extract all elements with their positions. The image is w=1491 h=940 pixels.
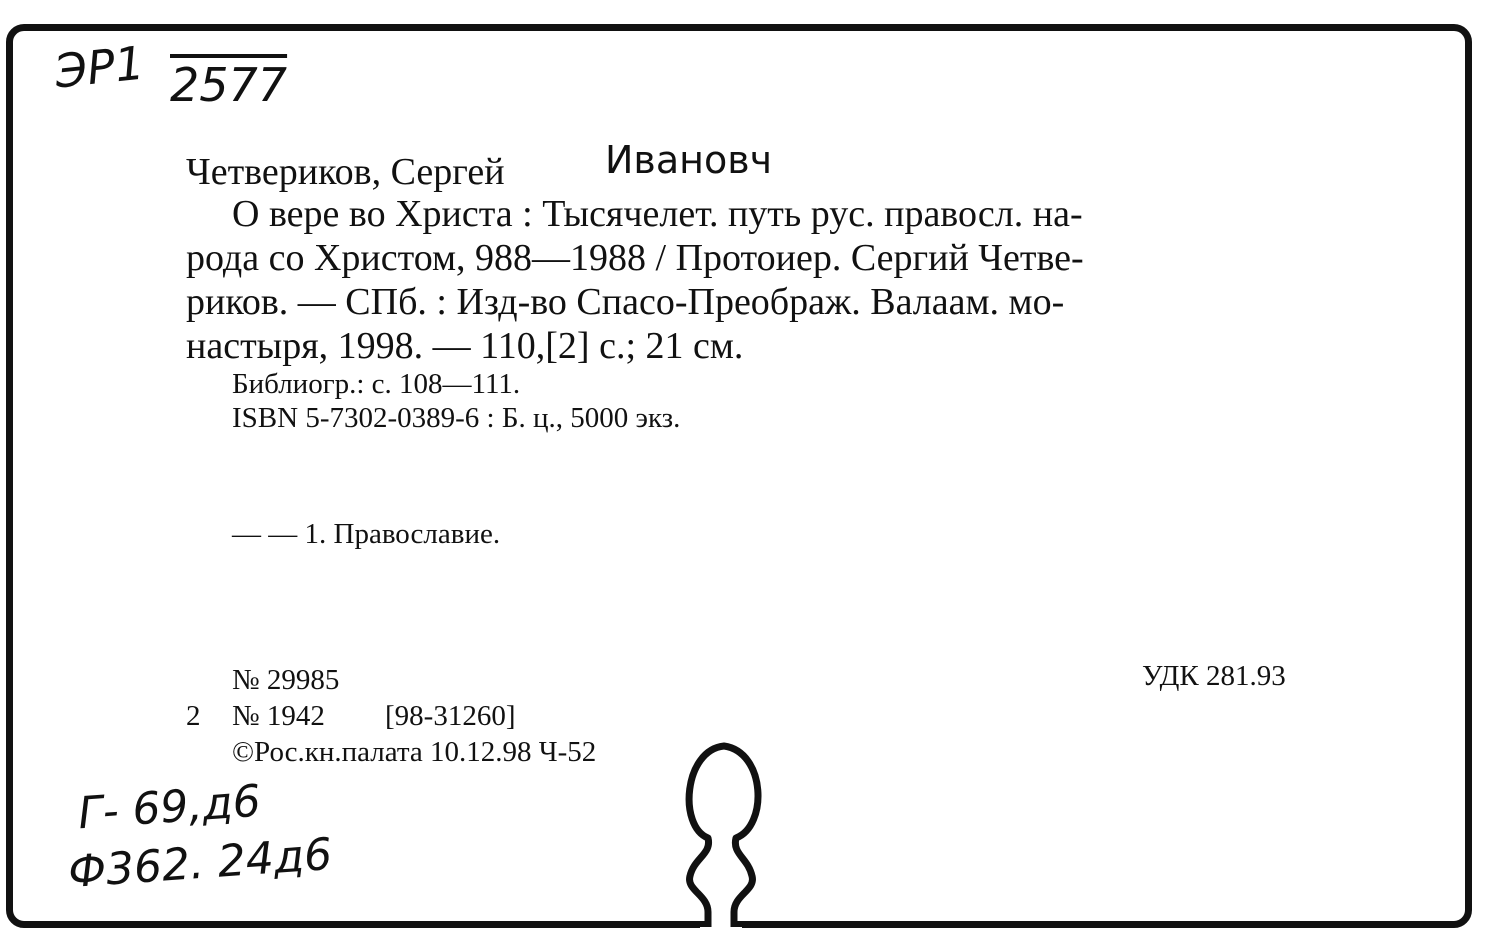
handwritten-location-2: Ф362. 24д6 [66,828,334,899]
handwritten-patronymic: Ивановч [605,138,773,182]
isbn-line: ISBN 5-7302-0389-6 : Б. ц., 5000 экз. [232,402,681,434]
book-chamber-stamp: ©Рос.кн.палата 10.12.98 Ч-52 [232,736,597,768]
record-prefix: 2 [186,700,201,732]
author-name: Четвериков, Сергей [186,151,505,193]
handwritten-location-1: Г- 69,д6 [76,775,263,840]
title-line-2: рода со Христом, 988—1988 / Протоиер. Сергий Четве- [186,237,1084,279]
record-number-2: № 1942 [232,700,325,732]
title-line-3: риков. — СПб. : Изд-во Спасо-Преображ. Валаам. мо- [186,281,1065,323]
title-line-4: настыря, 1998. — 110,[2] с.; 21 см. [186,325,744,367]
handwritten-shelfmark: ЭР1 [52,35,147,99]
bibliography-note: Библиогр.: с. 108—111. [232,368,521,400]
handwritten-number: 2577 [170,58,288,112]
title-line-1: О вере во Христа : Тысячелет. путь рус. правосл. на- [232,193,1083,235]
record-number-1: № 29985 [232,664,340,696]
udk-code: УДК 281.93 [1142,660,1286,692]
record-code: [98-31260] [385,700,516,732]
subject-heading: — — 1. Православие. [232,518,501,550]
card-punch-hole-icon [660,730,780,935]
